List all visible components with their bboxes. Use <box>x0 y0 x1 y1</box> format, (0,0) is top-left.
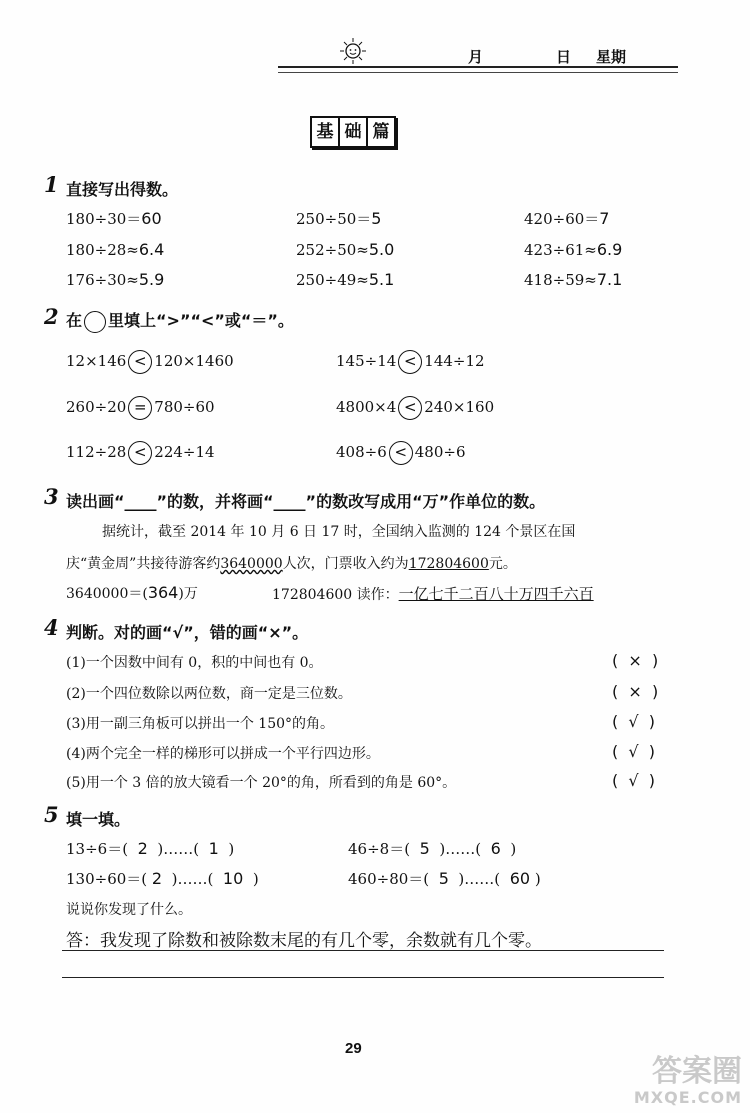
q4-item: (4)两个完全一样的梯形可以拼成一个平行四边形。 <box>66 746 380 762</box>
header-rule-thin <box>278 72 678 73</box>
q3-number-wavy: 3640000 <box>220 556 283 572</box>
q1-item: 180÷28≈6.4 <box>66 240 165 259</box>
q3-paragraph-line1: 据统计，截至 2014 年 10 月 6 日 17 时，全国纳入监测的 124 个景区在国 <box>102 524 576 540</box>
q4-title: 判断。对的画“√”，错的画“×”。 <box>66 623 309 642</box>
q4-item: (5)用一个 3 倍的放大镜看一个 20°的角，所看到的角是 60°。 <box>66 775 457 791</box>
header-day: 日 <box>556 48 572 66</box>
section-title-char: 篇 <box>366 116 396 148</box>
q1-item: 423÷61≈6.9 <box>524 240 623 259</box>
q3-answer-line: 3640000＝(364)万 <box>66 583 198 602</box>
q4-item: (2)一个四位数除以两位数，商一定是三位数。 <box>66 686 352 702</box>
section-title-char: 础 <box>338 116 368 148</box>
q1-number: 1 <box>44 172 59 197</box>
q5-answer: 答：我发现了除数和被除数末尾的有几个零，余数就有几个零。 <box>66 931 542 951</box>
q1-item: 180÷30＝60 <box>66 209 162 228</box>
header-month: 月 <box>468 48 484 66</box>
q4-mark: ( √ ) <box>612 742 656 761</box>
header-rule <box>278 66 678 68</box>
q1-item: 176÷30≈5.9 <box>66 270 165 289</box>
sun-icon <box>338 36 368 66</box>
q4-mark: ( × ) <box>612 682 659 701</box>
q5-item: 130÷60＝( 2 )……( 10 ) <box>66 869 259 888</box>
q4-item: (1)一个因数中间有 0，积的中间也有 0。 <box>66 655 323 671</box>
q4-mark: ( × ) <box>612 651 659 670</box>
q4-number: 4 <box>44 615 59 640</box>
q1-item: 420÷60＝7 <box>524 209 610 228</box>
q3-reading-line: 172804600 读作：一亿七千二百八十万四千六百 <box>272 585 594 603</box>
q5-item: 460÷80＝( 5 )……( 60 ) <box>348 869 541 888</box>
q2-item: 4800×4 < 240×160 <box>336 396 494 420</box>
header-weekday: 星期 <box>596 48 627 66</box>
q5-number: 5 <box>44 802 59 827</box>
q1-item: 250÷49≈5.1 <box>296 270 395 289</box>
q4-mark: ( √ ) <box>612 771 656 790</box>
section-title-char: 基 <box>310 116 340 148</box>
page-number: 29 <box>345 1040 362 1057</box>
q2-number: 2 <box>44 304 59 329</box>
q3-number: 3 <box>44 484 59 509</box>
q5-item: 46÷8＝( 5 )……( 6 ) <box>348 839 517 858</box>
q1-item: 252÷50≈5.0 <box>296 240 395 259</box>
q2-item: 408÷6 < 480÷6 <box>336 441 466 465</box>
q5-item: 13÷6＝( 2 )……( 1 ) <box>66 839 235 858</box>
q4-item: (3)用一副三角板可以拼出一个 150°的角。 <box>66 716 335 732</box>
q3-paragraph-line2: 庆“黄金周”共接待游客约3640000人次，门票收入约为172804600元。 <box>66 556 517 572</box>
q2-item: 12×146 < 120×1460 <box>66 350 234 374</box>
circle-blank-icon <box>84 311 106 333</box>
q5-title: 填一填。 <box>66 810 131 829</box>
watermark: 答案圈 MXQE.COM <box>633 1054 742 1107</box>
q2-item: 145÷14 < 144÷12 <box>336 350 485 374</box>
q4-mark: ( √ ) <box>612 712 656 731</box>
q1-item: 418÷59≈7.1 <box>524 270 623 289</box>
q1-item: 250÷50＝5 <box>296 209 382 228</box>
section-title <box>310 116 394 148</box>
q2-item: 260÷20 = 780÷60 <box>66 396 215 420</box>
q1-title: 直接写出得数。 <box>66 180 179 199</box>
q2-item: 112÷28 < 224÷14 <box>66 441 215 465</box>
q5-prompt: 说说你发现了什么。 <box>66 902 192 918</box>
answer-line <box>62 977 664 978</box>
answer-line <box>62 950 664 951</box>
q3-number-underlined: 172804600 <box>408 556 489 572</box>
q2-title: 在 里填上“>”“<”或“＝”。 <box>66 308 294 333</box>
q3-title: 读出画“____”的数，并将画“____”的数改写成用“万”作单位的数。 <box>66 492 546 511</box>
